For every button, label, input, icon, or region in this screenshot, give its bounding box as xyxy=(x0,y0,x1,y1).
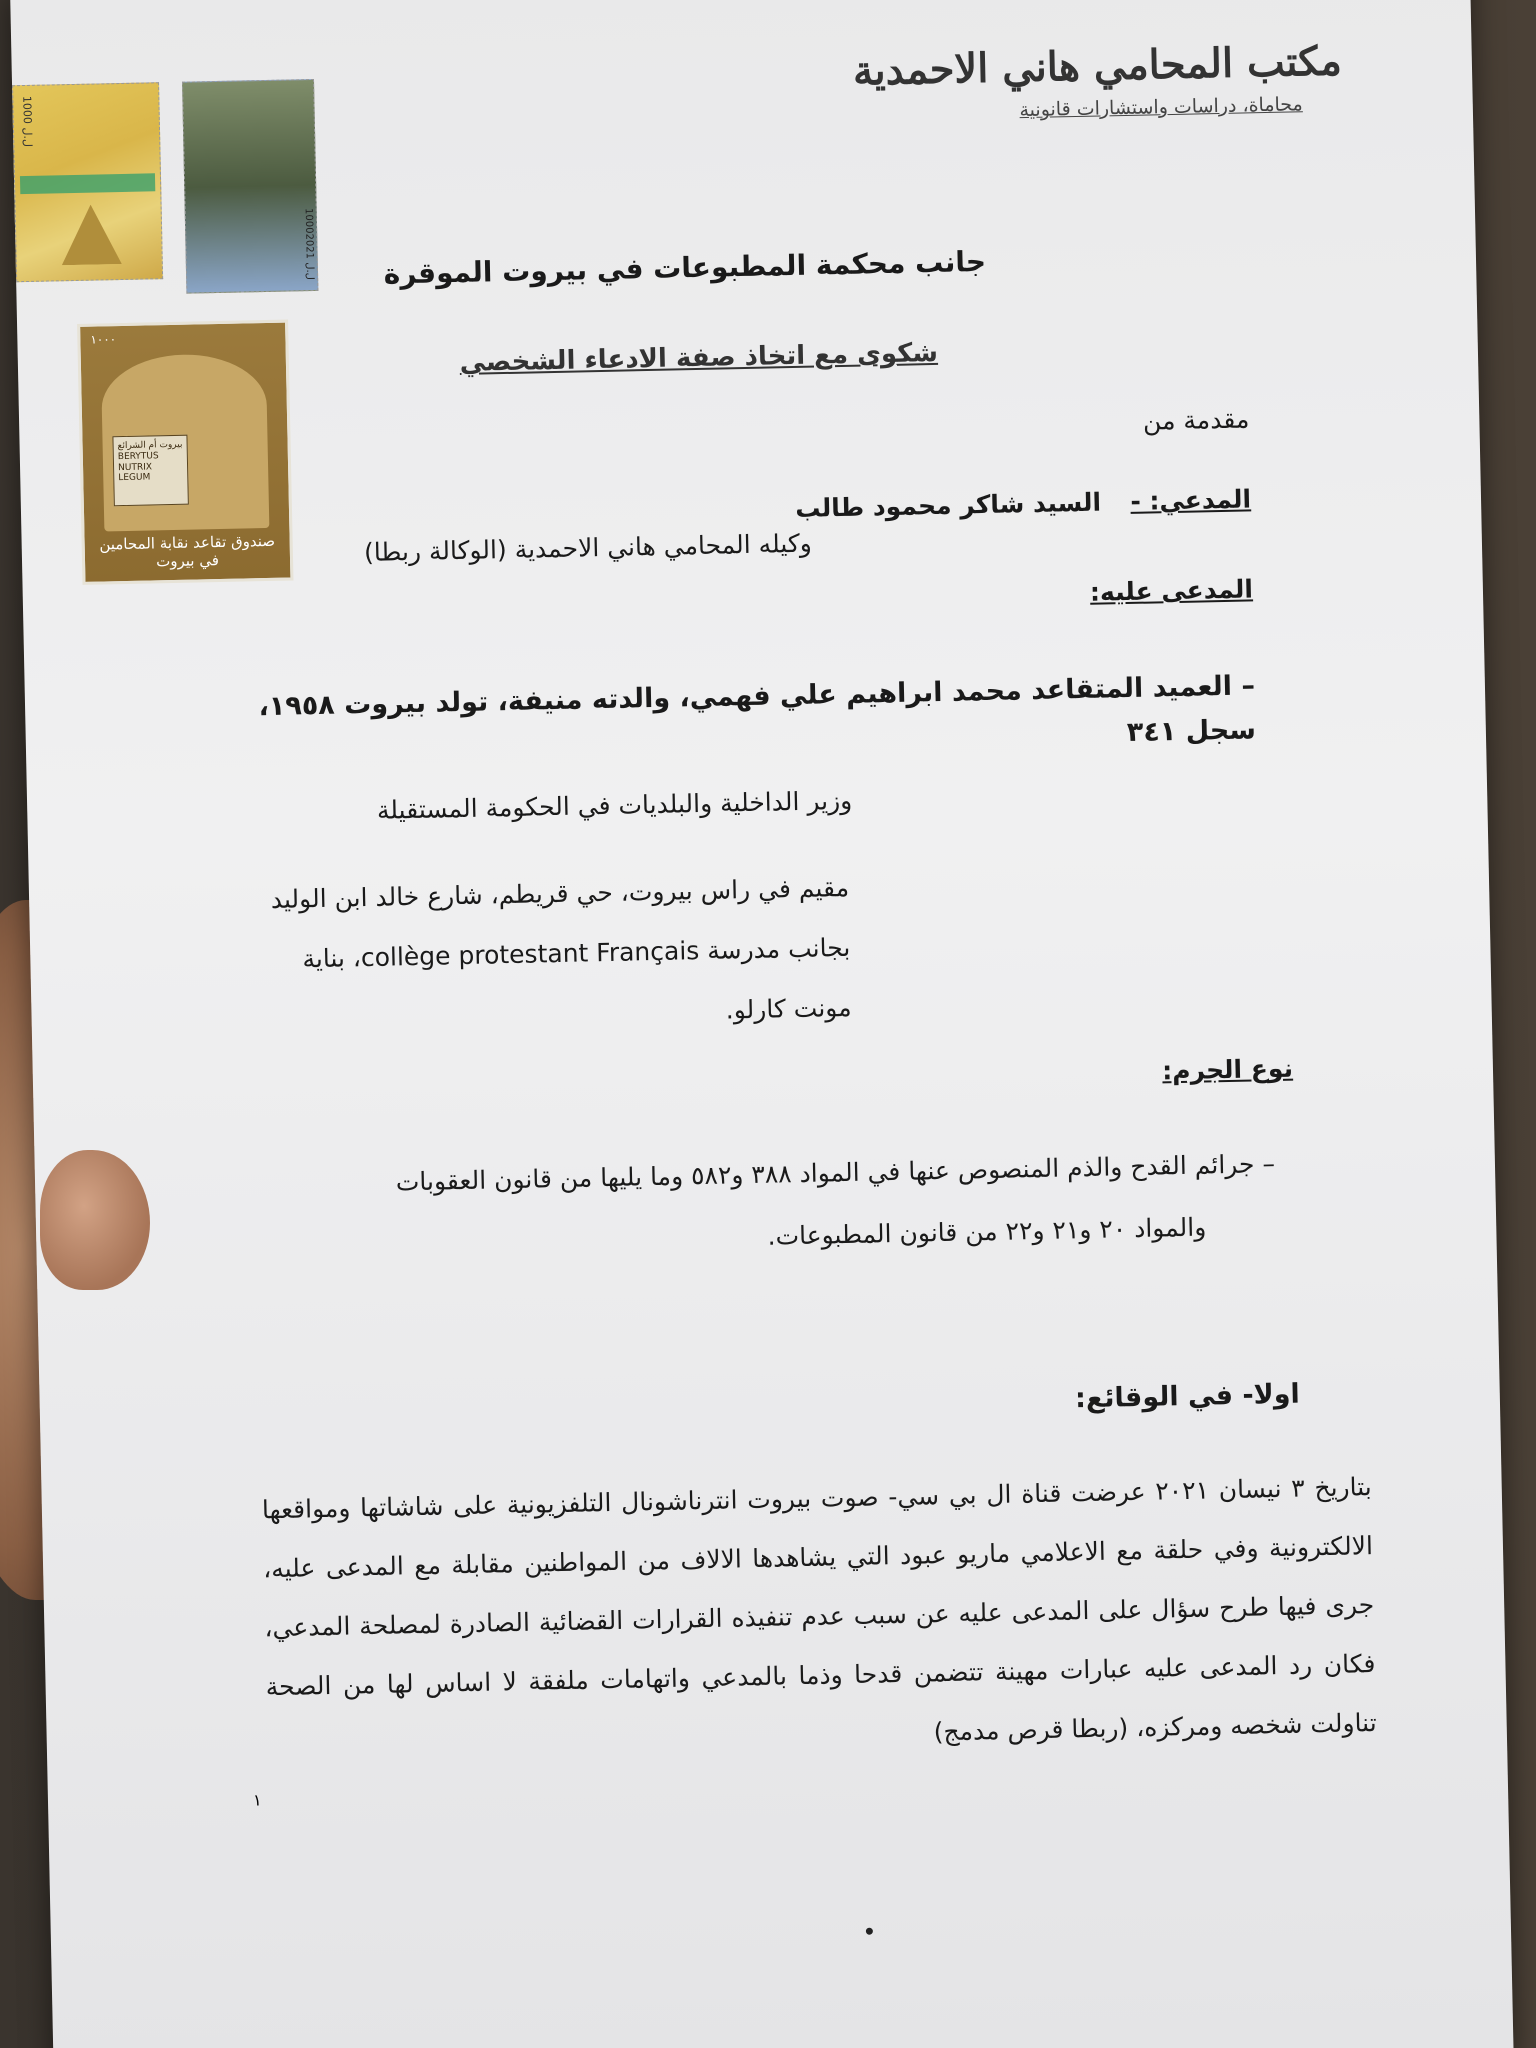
office-name: مكتب المحامي هاني الاحمدية xyxy=(852,37,1343,95)
defendant-details: – العميد المتقاعد محمد ابراهيم علي فهمي، والدته منيفة، تولد بيروت ١٩٥٨، سجل ٣٤١ xyxy=(258,670,1257,749)
revenue-stamp-1 xyxy=(12,82,163,282)
plaintiff-name: السيد شاكر محمود طالب xyxy=(795,487,1102,523)
document-page xyxy=(10,0,1514,2048)
address-line-2: بجانب مدرسة collège protestant Français، بناية xyxy=(302,932,851,974)
paper-speck xyxy=(866,1928,873,1935)
crime-line-1: – جرائم القدح والذم المنصوص عنها في المواد ٣٨٨ و٥٨٢ وما يليها من قانون العقوبات xyxy=(395,1149,1276,1197)
stamp-2-label: 1000ل.ل 2021 xyxy=(302,208,316,281)
defendant-label: المدعى عليه: xyxy=(1089,574,1254,607)
document-subtitle: شكوى مع اتخاذ صفة الادعاء الشخصي xyxy=(459,337,939,378)
address-line-1: مقيم في راس بيروت، حي قريطم، شارع خالد ابن الوليد xyxy=(270,872,850,915)
bar-association-stamp xyxy=(77,320,293,585)
stamp-3-book: بيروت أم الشرائع BERYTUS NUTRIX LEGUM xyxy=(112,435,188,507)
plaintiff-label: المدعي: - xyxy=(1130,484,1252,516)
document-title: جانب محكمة المطبوعات في بيروت الموقرة xyxy=(383,244,987,291)
crime-line-2: والمواد ٢٠ و٢١ و٢٢ من قانون المطبوعات. xyxy=(767,1212,1207,1251)
stamp-1-label: 1000 ل.ل xyxy=(20,95,35,148)
cedar-icon xyxy=(61,204,122,265)
plaintiff-agent: وكيله المحامي هاني الاحمدية (الوكالة ربطا) xyxy=(363,528,813,567)
crime-type-label: نوع الجرم: xyxy=(1161,1053,1294,1086)
facts-heading: اولا- في الوقائع: xyxy=(1074,1378,1301,1415)
stamp-3-value: ١٠٠٠ xyxy=(90,332,117,347)
stamp-1-overprint xyxy=(20,173,155,194)
stamp-3-caption: صندوق تقاعد نقابة المحامين في بيروت xyxy=(99,531,276,571)
defendant-title: وزير الداخلية والبلديات في الحكومة المستقيلة xyxy=(376,785,853,825)
thumb xyxy=(40,1150,150,1290)
revenue-stamp-2 xyxy=(182,79,318,294)
submitted-by: مقدمة من xyxy=(1142,404,1250,436)
page-number: ١ xyxy=(252,1790,262,1810)
address-line-3: مونت كارلو. xyxy=(725,992,852,1025)
facts-paragraph: بتاريخ ٣ نيسان ٢٠٢١ عرضت قناة ال بي سي- صوت بيروت انترناشونال التلفزيونية على شاشاتها ومواقعها الالكترونية وفي حلقة مع الاعلامي ماريو عبود التي يشاهدها الالاف من المواطنين مقابلة مع المدعى عليه، جرى فيها طرح سؤال على المدعى عليه عن سبب عدم تنفيذه القرارات القضائية الصادرة لمصلحة المدعي، فكان رد المدعى عليه عبارات مهينة تتضمن قدحا وذما بالمدعي واتهامات ملفقة لا اساس لها من الصحة تناولت شخصه ومركزه، (ربطا قرص مدمج) xyxy=(261,1472,1377,1747)
office-subtitle: محاماة، دراسات واستشارات قانونية xyxy=(1019,93,1303,122)
